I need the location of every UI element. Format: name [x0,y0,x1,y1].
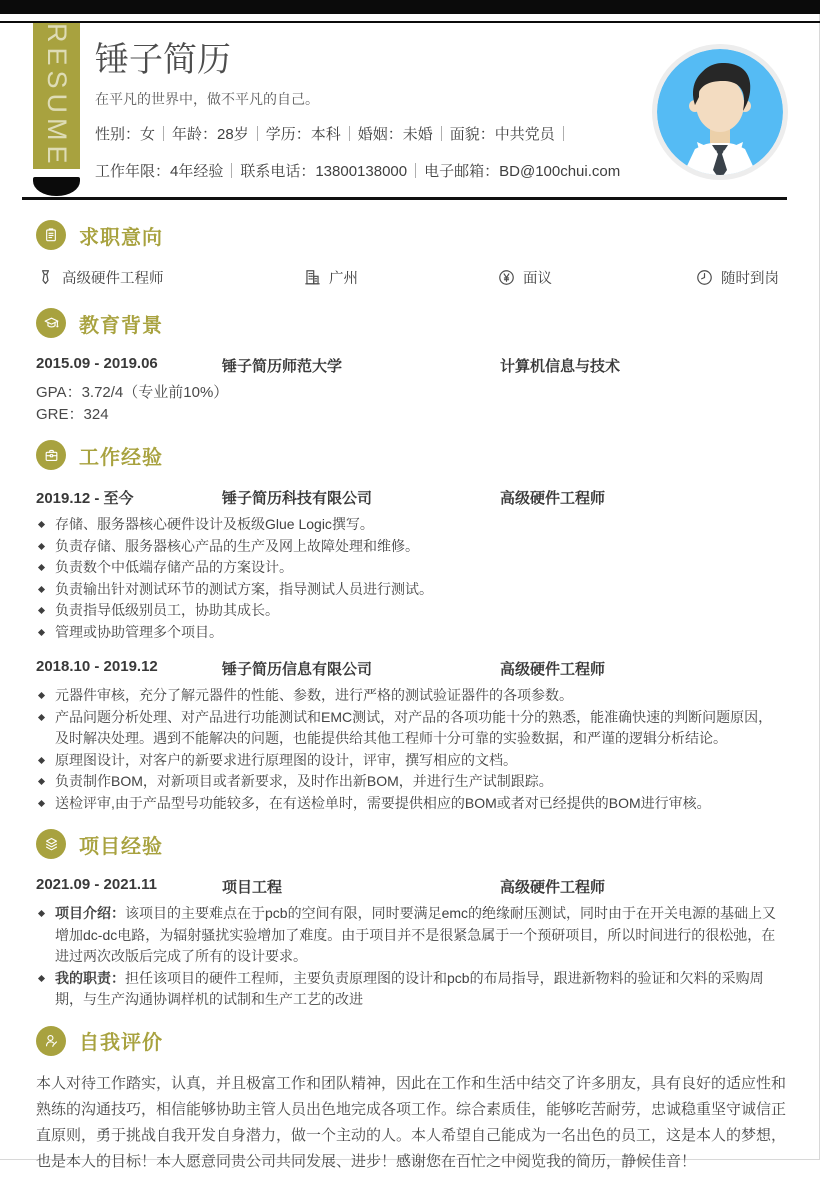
section-title: 求职意向 [79,226,163,249]
work-company: 锤子简历信息有限公司 [222,661,373,678]
building-icon [303,268,322,287]
divider-bar [257,126,258,141]
intention-row [36,267,786,288]
resume-vertical-tab: RESUME [33,23,80,169]
layers-icon [36,829,66,859]
bullet-marker [38,910,45,917]
bullet-marker [38,607,45,614]
project-bullet-label: 项目介绍： [55,905,125,921]
section-header [36,1026,786,1056]
project-bullet: 我的职责：担任该项目的硬件工程师，主要负责原理图的设计和pcb的布局指导，跟进新物料的验证和欠料的采购周期，与生产沟通协调样机的试制和生产工艺的改进 [36,968,786,1011]
divider-bar [349,126,350,141]
info-item: 年龄：28岁 [172,126,249,143]
work-bullet: 原理图设计，对客户的新要求进行原理图的设计，评审，撰写相应的文档。 [36,750,786,772]
education-period: 2015.09 - 2019.06 [36,355,158,372]
info-item: 学历：本科 [265,126,341,143]
intention-availability [695,267,786,288]
male-avatar-illustration [651,43,789,181]
ribbon-end [33,177,80,196]
motto: 在平凡的世界中，做不平凡的自己。 [95,91,319,107]
work-bullet-list [36,514,786,643]
work-bullet: 管理或协助管理多个项目。 [36,622,786,644]
header-rule-line [0,21,820,23]
divider-bar [441,126,442,141]
intention-salary [497,267,695,288]
section-project [36,829,786,1011]
top-black-bar [0,0,820,14]
work-bullet: 负责指导低级别员工，协助其成长。 [36,600,786,622]
bullet-marker [38,778,45,785]
bullet-marker [38,799,45,806]
education-major: 计算机信息与技术 [500,358,621,375]
intention-salary-label: 面议 [523,271,552,287]
work-bullet: 送检评审,由于产品型号功能较多，在有送检单时，需要提供相应的BOM或者对已经提供的BOM进行审核。 [36,793,786,815]
section-header [36,440,786,470]
divider-bar [163,126,164,141]
bullet-marker [38,585,45,592]
work-role: 高级硬件工程师 [500,661,606,678]
info-item: 性别：女 [95,126,156,143]
resume-body [36,198,786,1190]
yen-circle-icon [497,268,516,287]
graduation-cap-icon [36,308,66,338]
basic-info-row-1 [95,124,635,146]
project-entry-header [36,876,786,897]
candidate-name: 锤子简历 [95,41,231,79]
intention-city [303,267,497,288]
bullet-marker [38,628,45,635]
info-item: 电子邮箱：BD@100chui.com [424,163,621,180]
work-bullet: 负责输出针对测试环节的测试方案，指导测试人员进行测试。 [36,579,786,601]
section-work [36,440,786,814]
work-bullet: 产品问题分析处理、对产品进行功能测试和EMC测试，对产品的各项功能十分的熟悉，能准确快速的判断问题原因，及时解决处理。遇到不能解决的问题，也能提供给其他工程师十分可靠的实验数据，和严谨的逻辑分析结论。 [36,707,786,750]
intention-position-label: 高级硬件工程师 [62,271,164,287]
bullet-marker [38,564,45,571]
education-gpa: GPA：3.72/4（专业前10%） [36,384,229,401]
section-title: 教育背景 [79,314,163,337]
project-role: 高级硬件工程师 [500,879,606,896]
work-company: 锤子简历科技有限公司 [222,490,373,507]
section-title: 项目经验 [79,835,163,858]
section-evaluation [36,1026,786,1175]
education-gre: GRE：324 [36,405,109,423]
clock-icon [695,268,714,287]
section-education [36,308,786,425]
bullet-marker [38,692,45,699]
bullet-marker [38,521,45,528]
bullet-marker [38,542,45,549]
section-title: 工作经验 [79,446,163,469]
bullet-marker [38,756,45,763]
section-header [36,220,786,250]
header [95,40,635,183]
divider-bar [563,126,564,141]
work-bullet: 负责制作BOM，对新项目或者新要求，及时作出新BOM，并进行生产试制跟踪。 [36,771,786,793]
info-item: 面貌：中共党员 [449,126,555,143]
project-bullet-list [36,903,786,1011]
tie-icon [36,268,55,287]
education-school: 锤子简历师范大学 [222,358,343,375]
section-header [36,308,786,338]
section-intention [36,220,786,288]
work-role: 高级硬件工程师 [500,490,606,507]
self-evaluation-text: 本人对待工作踏实，认真，并且极富工作和团队精神，因此在工作和生活中结交了许多朋友，具有良好的适应性和熟练的沟通技巧，相信能够协助主管人员出色地完成各项工作。综合素质佳，能够吃苦耐劳，忠诚稳重坚守诚信正直原则，勇于挑战自我开发自身潜力，做一个主动的人。本人希望自己能成为一名出色的员工，这是本人的梦想，也是本人的目标！本人愿意同贵公司共同发展、进步！感谢您在百忙之中阅览我的简历，静候佳音！ [36,1074,787,1170]
divider-bar [231,163,232,178]
work-bullet-list [36,685,786,814]
intention-availability-label: 随时到岗 [721,271,779,287]
info-item: 工作年限：4年经验 [95,163,224,180]
person-edit-icon [36,1026,66,1056]
divider-bar [415,163,416,178]
work-entry-header [36,487,786,508]
project-period: 2021.09 - 2021.11 [36,876,157,893]
intention-position [36,267,303,288]
education-entry-header [36,355,786,376]
work-bullet: 负责数个中低端存储产品的方案设计。 [36,557,786,579]
work-entry-header [36,658,786,679]
work-bullet: 元器件审核，充分了解元器件的性能、参数，进行严格的测试验证器件的各项参数。 [36,685,786,707]
section-title: 自我评价 [79,1032,163,1054]
bullet-marker [38,974,45,981]
section-header [36,829,786,859]
project-bullet-label: 我的职责： [55,969,125,986]
project-bullet: 项目介绍：该项目的主要难点在于pcb的空间有限，同时要满足emc的绝缘耐压测试，同时由于在开关电源的基础上又增加dc-dc电路，为辐射骚扰实验增加了难度。由于项目并不是很紧急属于一个预研项目，所以时间进行的很松弛，在进过两次改版后完成了所有的设计要求。 [36,903,786,968]
info-item: 联系电话：13800138000 [240,163,408,180]
basic-info-row-2 [95,161,635,183]
bullet-marker [38,713,45,720]
clipboard-icon [36,220,66,250]
intention-city-label: 广州 [329,271,358,287]
info-item: 婚姻：未婚 [357,126,433,143]
work-period: 2018.10 - 2019.12 [36,658,158,675]
briefcase-icon [36,440,66,470]
project-name: 项目工程 [222,879,283,896]
work-period: 2019.12 - 至今 [36,490,134,507]
work-bullet: 存储、服务器核心硬件设计及板级Glue Logic撰写。 [36,514,786,536]
work-bullet: 负责存储、服务器核心产品的生产及网上故障处理和维修。 [36,536,786,558]
